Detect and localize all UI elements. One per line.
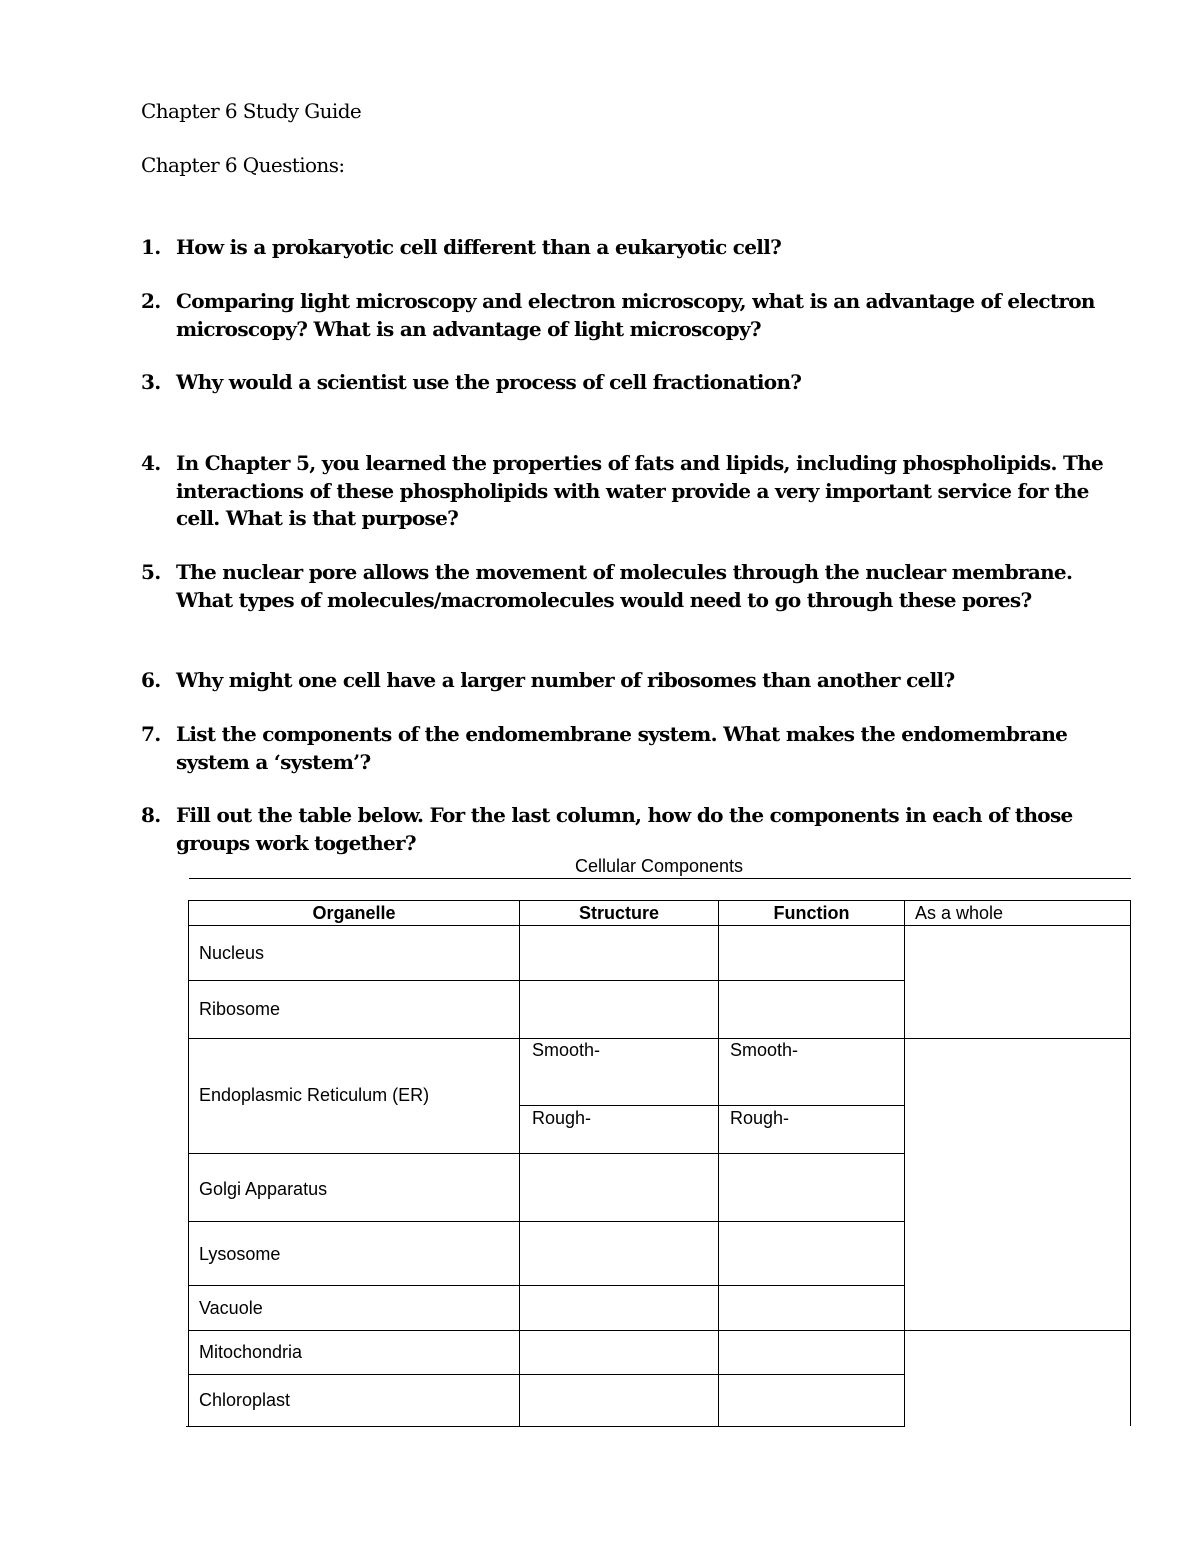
row-label-golgi: Golgi Apparatus — [199, 1179, 328, 1199]
er-smooth-structure: Smooth- — [532, 1040, 601, 1060]
question-number: 6. — [141, 668, 161, 692]
question-number: 4. — [141, 451, 161, 475]
question-text: List the components of the endomembrane system. What makes the endomembrane system a ‘system’? — [176, 722, 1068, 774]
group-divider — [188, 1330, 1131, 1331]
row-divider — [188, 980, 905, 981]
document-title: Chapter 6 Study Guide — [141, 99, 362, 123]
header-as-a-whole: As a whole — [915, 903, 1004, 923]
question-number: 3. — [141, 370, 161, 394]
question-text: In Chapter 5, you learned the properties of fats and lipids, including phospholipids. The interactions of these phospholipids with water provide a very important service for the cell. What is that purpose? — [176, 451, 1104, 530]
row-label-ribosome: Ribosome — [199, 999, 281, 1019]
question-text: Fill out the table below. For the last column, how do the components in each of those groups work together? — [176, 803, 1073, 855]
question-number: 7. — [141, 722, 161, 746]
row-label-nucleus: Nucleus — [199, 943, 265, 963]
header-function: Function — [773, 903, 850, 923]
column-divider — [519, 900, 520, 1427]
question-text: Why might one cell have a larger number of ribosomes than another cell? — [176, 668, 955, 692]
column-divider — [904, 900, 905, 1427]
table-border-bottom — [186, 1426, 905, 1427]
er-split-divider — [519, 1105, 905, 1106]
question-number: 1. — [141, 235, 161, 259]
header-structure: Structure — [578, 903, 659, 923]
row-label-chloroplast: Chloroplast — [199, 1390, 291, 1410]
question-number: 5. — [141, 560, 161, 584]
row-divider — [188, 1153, 905, 1154]
table-caption: Cellular Components — [574, 856, 744, 876]
caption-rule — [189, 878, 1131, 879]
question-text: Why would a scientist use the process of cell fractionation? — [176, 370, 802, 394]
question-text: The nuclear pore allows the movement of molecules through the nuclear membrane. What types of molecules/macromolecules would need to go through these pores? — [176, 560, 1073, 612]
question-number: 8. — [141, 803, 161, 827]
er-rough-structure: Rough- — [532, 1108, 592, 1128]
question-text: Comparing light microscopy and electron microscopy, what is an advantage of electron microscopy? What is an advantage of light microscopy? — [176, 289, 1095, 341]
row-divider — [188, 1374, 905, 1375]
er-rough-function: Rough- — [730, 1108, 790, 1128]
row-divider — [188, 1285, 905, 1286]
er-smooth-function: Smooth- — [730, 1040, 799, 1060]
row-divider — [188, 1221, 905, 1222]
group-divider — [188, 1038, 1131, 1039]
table-border-right — [1130, 900, 1131, 1426]
row-label-er: Endoplasmic Reticulum (ER) — [199, 1085, 430, 1105]
question-number: 2. — [141, 289, 161, 313]
table-border-top — [188, 900, 1131, 901]
header-organelle: Organelle — [312, 903, 396, 923]
row-label-lysosome: Lysosome — [199, 1244, 281, 1264]
questions-heading: Chapter 6 Questions: — [141, 153, 345, 177]
column-divider — [718, 900, 719, 1427]
table-border-left — [188, 900, 189, 1427]
question-text: How is a prokaryotic cell different than a eukaryotic cell? — [176, 235, 782, 259]
header-divider — [188, 925, 1131, 926]
row-label-vacuole: Vacuole — [199, 1298, 263, 1318]
row-label-mitochondria: Mitochondria — [199, 1342, 303, 1362]
